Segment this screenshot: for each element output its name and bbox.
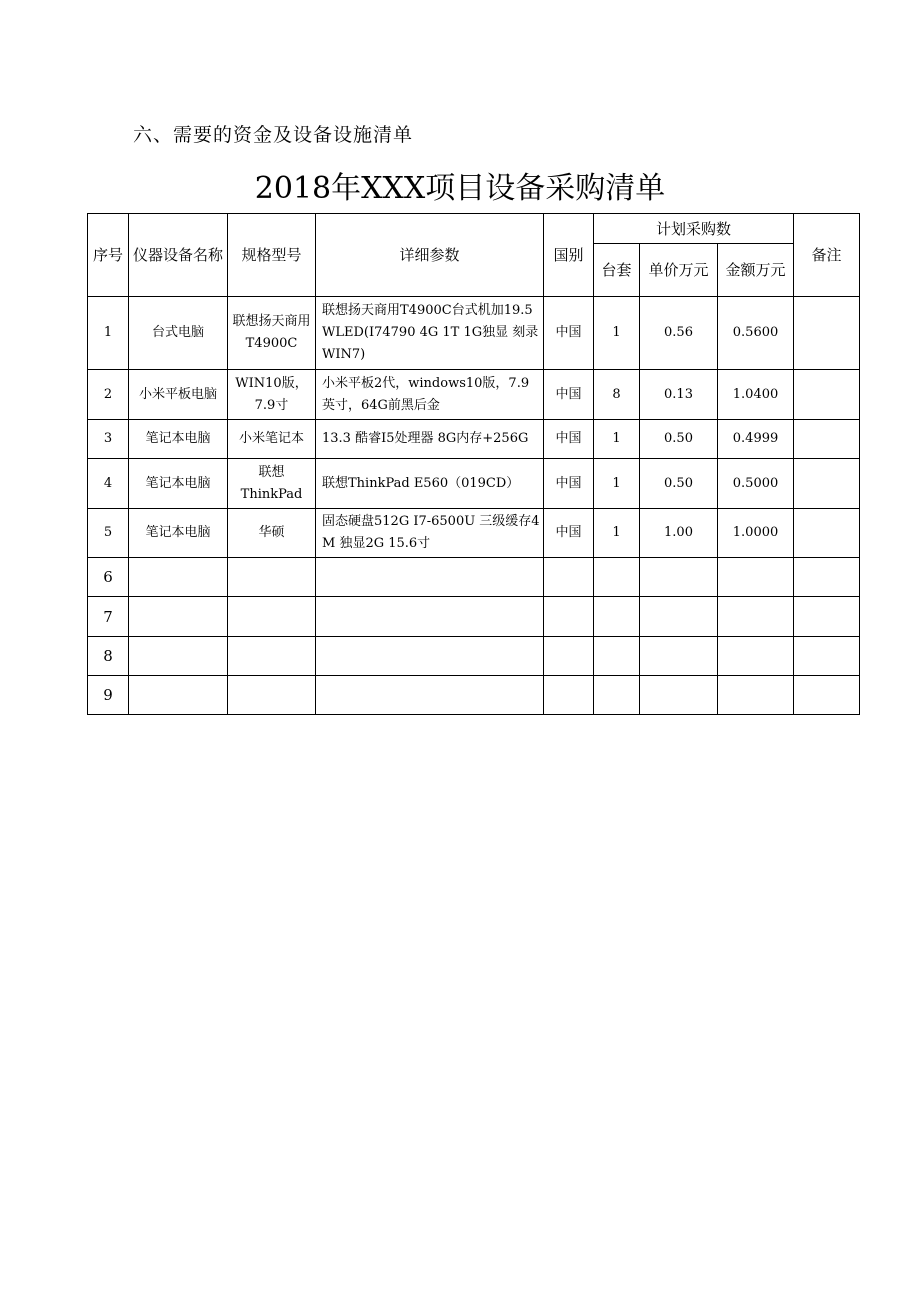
cell-model: 小米笔记本 [228,420,316,459]
cell-qty: 1 [594,420,640,459]
cell-seq: 8 [88,637,129,676]
cell-model: 联想扬天商用T4900C [228,297,316,370]
cell-model: 华硕 [228,509,316,558]
header-plan-group: 计划采购数 [594,214,794,244]
cell-country [544,597,594,637]
table-row [88,509,860,558]
header-qty: 台套 [594,244,640,297]
cell-country [544,637,594,676]
cell-amount: 1.0400 [718,370,794,420]
cell-seq: 4 [88,459,129,509]
cell-amount: 1.0000 [718,509,794,558]
table-row [88,459,860,509]
header-amount: 金额万元 [718,244,794,297]
table-row [88,297,860,370]
header-model: 规格型号 [228,214,316,297]
header-params: 详细参数 [316,214,544,297]
cell-name: 笔记本电脑 [129,509,228,558]
header-seq: 序号 [88,214,129,297]
cell-unit-price: 1.00 [640,509,718,558]
cell-seq: 1 [88,297,129,370]
cell-name: 笔记本电脑 [129,420,228,459]
cell-name: 笔记本电脑 [129,459,228,509]
cell-unit-price [640,597,718,637]
table-row [88,558,860,597]
cell-remark [794,509,860,558]
cell-remark [794,558,860,597]
cell-params: 联想扬天商用T4900C台式机加19.5WLED(I74790 4G 1T 1G独显 刻录WIN7) [316,297,544,370]
cell-amount: 0.5600 [718,297,794,370]
cell-remark [794,459,860,509]
cell-country: 中国 [544,420,594,459]
cell-country: 中国 [544,370,594,420]
cell-params: 固态硬盘512G I7-6500U 三级缓存4M 独显2G 15.6寸 [316,509,544,558]
cell-name [129,637,228,676]
cell-params: 联想ThinkPad E560（019CD） [316,459,544,509]
cell-name [129,597,228,637]
cell-amount [718,637,794,676]
cell-amount: 0.4999 [718,420,794,459]
cell-params: 13.3 酷睿I5处理器 8G内存+256G [316,420,544,459]
cell-name [129,676,228,715]
table-row [88,370,860,420]
cell-unit-price: 0.56 [640,297,718,370]
cell-unit-price [640,558,718,597]
cell-country: 中国 [544,459,594,509]
cell-remark [794,637,860,676]
cell-amount [718,676,794,715]
cell-amount [718,597,794,637]
cell-seq: 6 [88,558,129,597]
table-row [88,676,860,715]
cell-params: 小米平板2代，windows10版，7.9英寸，64G前黑后金 [316,370,544,420]
cell-name: 小米平板电脑 [129,370,228,420]
cell-qty: 1 [594,297,640,370]
cell-model [228,637,316,676]
cell-amount: 0.5000 [718,459,794,509]
cell-name: 台式电脑 [129,297,228,370]
cell-model [228,676,316,715]
cell-name [129,558,228,597]
cell-country [544,676,594,715]
cell-qty [594,637,640,676]
header-remark: 备注 [794,214,860,297]
cell-remark [794,597,860,637]
cell-seq: 3 [88,420,129,459]
cell-seq: 2 [88,370,129,420]
cell-qty: 1 [594,509,640,558]
cell-model: WIN10版，7.9寸 [228,370,316,420]
header-unit-price: 单价万元 [640,244,718,297]
cell-qty: 1 [594,459,640,509]
section-heading: 六、需要的资金及设备设施清单 [133,124,414,146]
cell-params [316,597,544,637]
cell-country: 中国 [544,509,594,558]
cell-qty [594,558,640,597]
cell-params [316,558,544,597]
table-row [88,597,860,637]
table-row [88,637,860,676]
cell-remark [794,676,860,715]
cell-country [544,558,594,597]
cell-qty [594,597,640,637]
document-title: 2018年XXX项目设备采购清单 [254,171,666,206]
cell-amount [718,558,794,597]
cell-seq: 7 [88,597,129,637]
cell-remark [794,297,860,370]
cell-seq: 5 [88,509,129,558]
cell-remark [794,420,860,459]
cell-country: 中国 [544,297,594,370]
cell-qty: 8 [594,370,640,420]
header-name: 仪器设备名称 [129,214,228,297]
cell-unit-price [640,637,718,676]
cell-remark [794,370,860,420]
table-row [88,420,860,459]
cell-unit-price: 0.13 [640,370,718,420]
cell-model: 联想ThinkPad [228,459,316,509]
cell-model [228,597,316,637]
purchase-table [87,213,860,715]
cell-unit-price [640,676,718,715]
cell-params [316,637,544,676]
cell-seq: 9 [88,676,129,715]
cell-model [228,558,316,597]
header-country: 国别 [544,214,594,297]
cell-params [316,676,544,715]
cell-unit-price: 0.50 [640,420,718,459]
cell-qty [594,676,640,715]
cell-unit-price: 0.50 [640,459,718,509]
